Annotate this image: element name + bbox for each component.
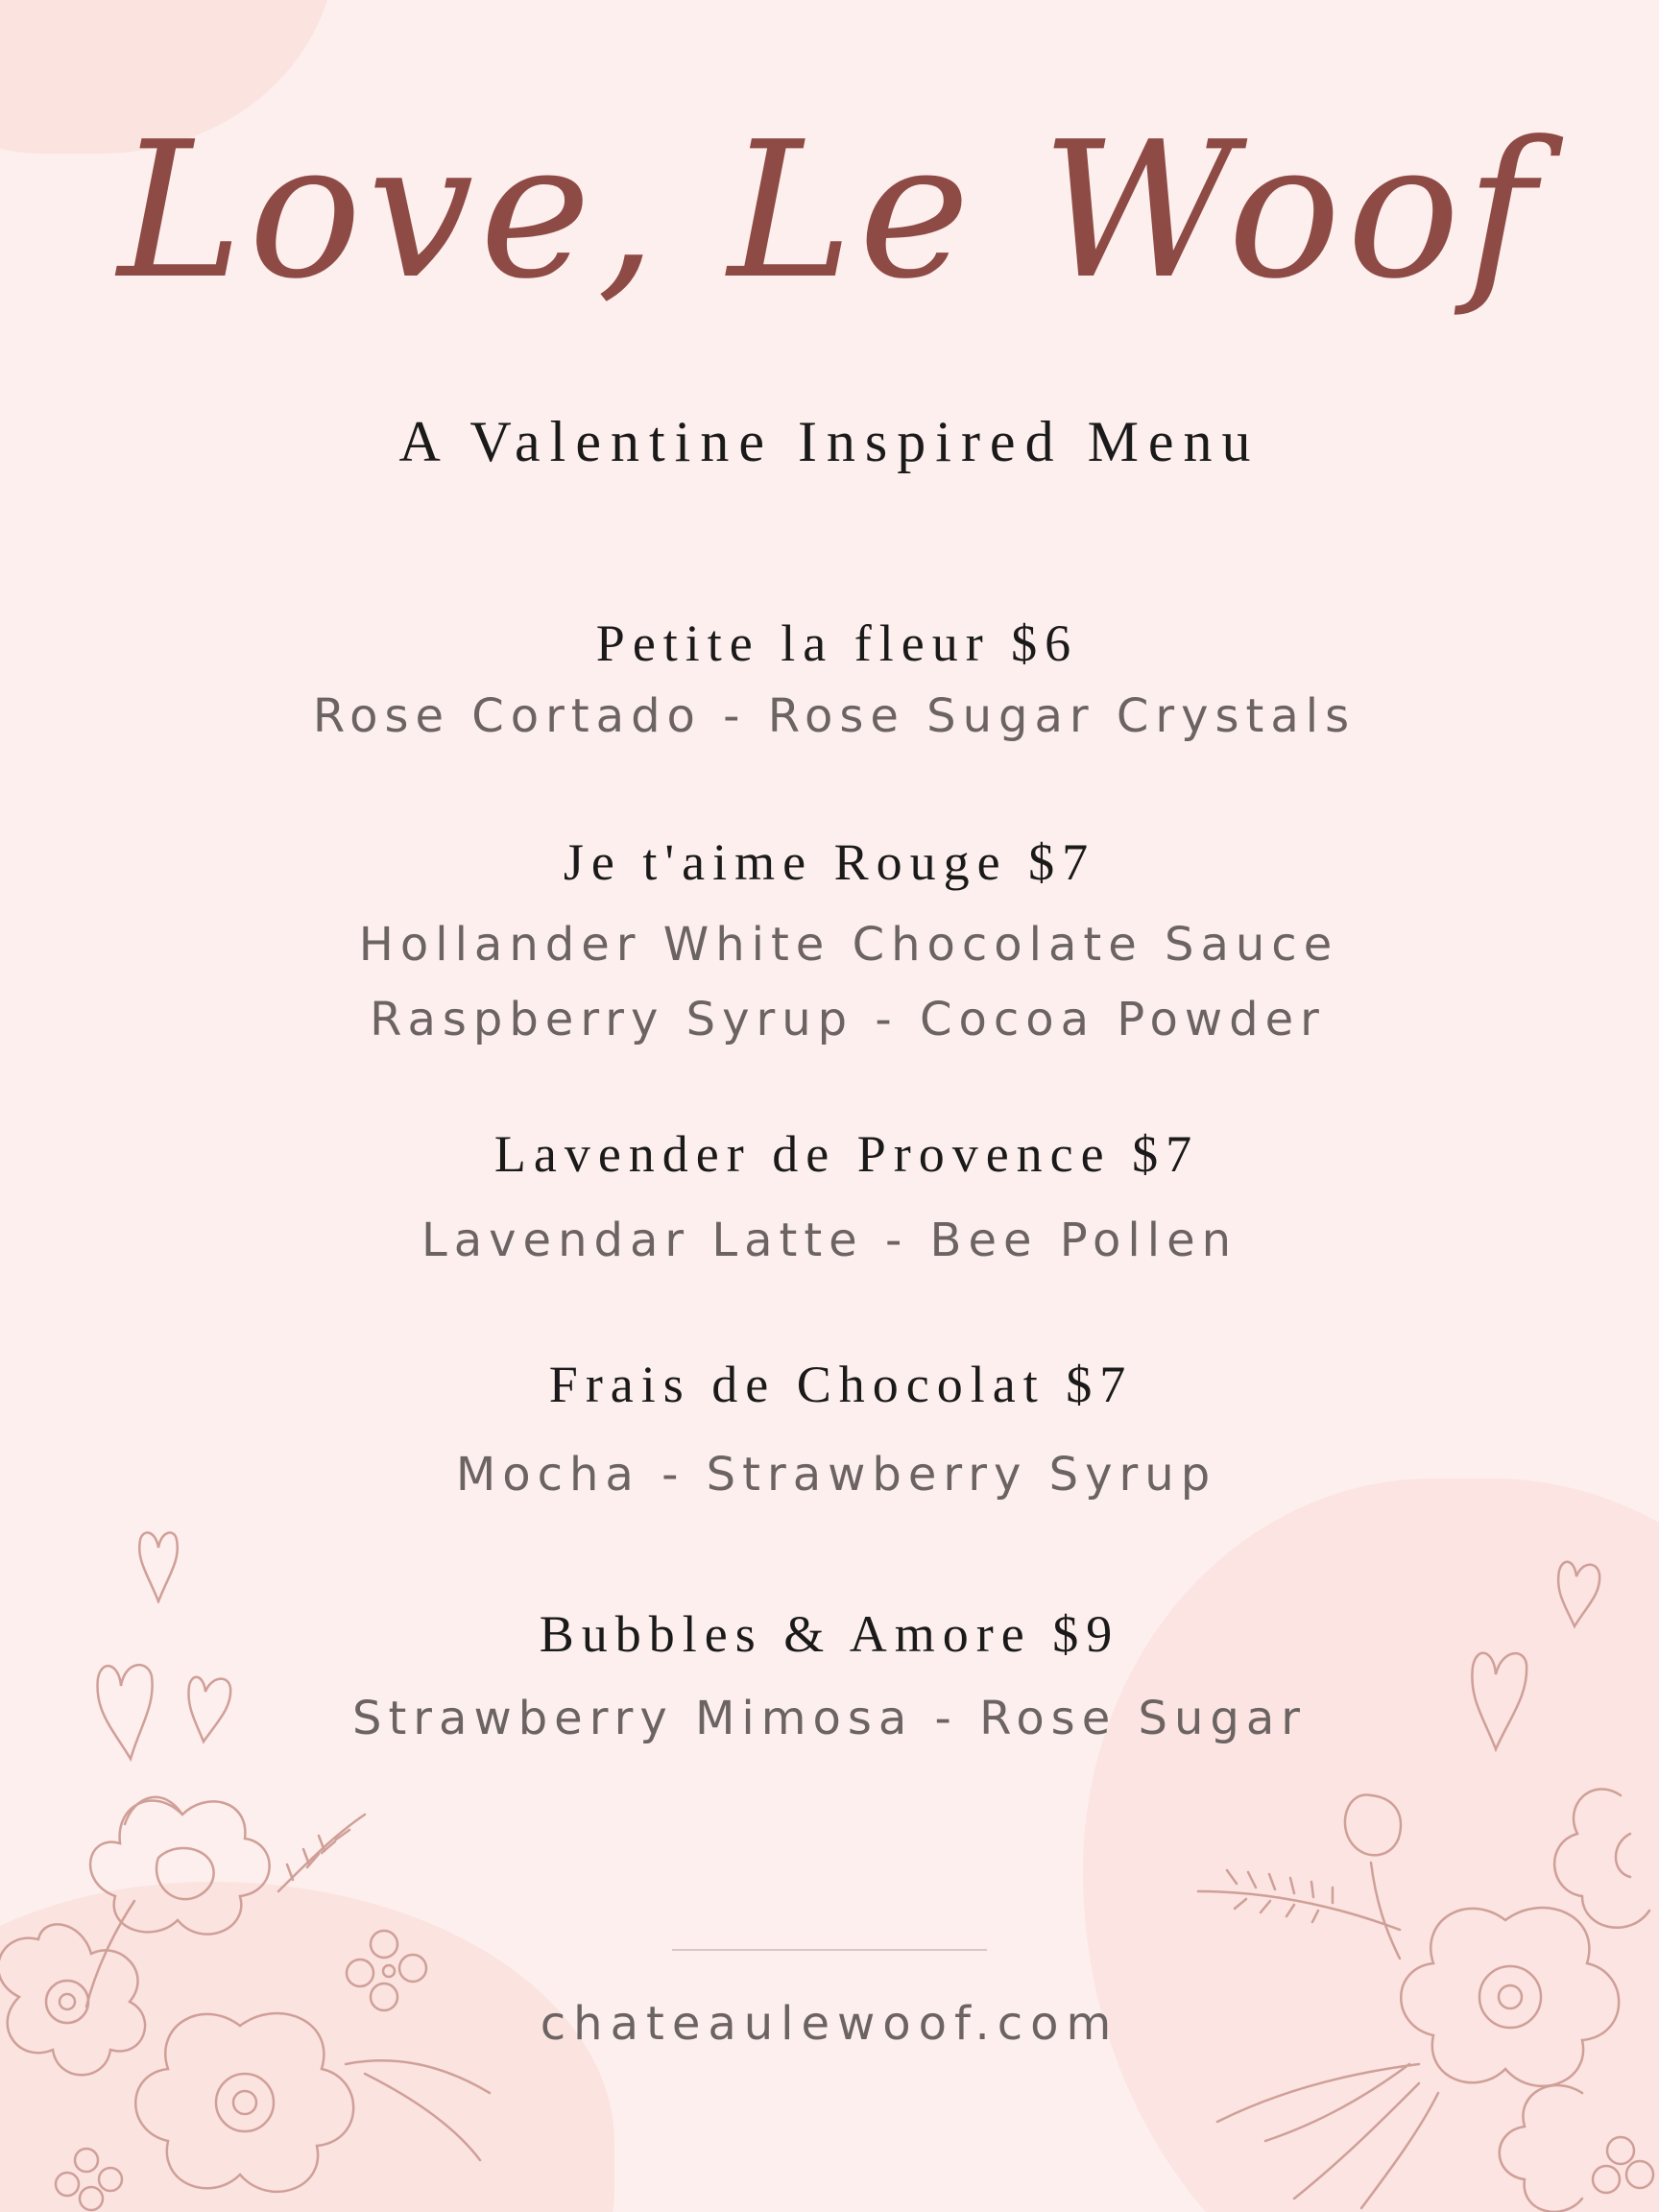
heart-outline-icon [184, 1669, 234, 1745]
heart-outline-icon [1467, 1642, 1530, 1753]
floral-line-art-icon [0, 1776, 499, 2212]
menu-item-name: Lavender de Provence $7 [493, 1125, 1200, 1183]
menu-item-description: Lavendar Latte - Bee Pollen [421, 1214, 1238, 1267]
menu-item-description: Rose Cortado - Rose Sugar Crystals [312, 689, 1357, 743]
menu-item-name: Petite la fleur $6 [595, 614, 1079, 672]
menu-item-description: Mocha - Strawberry Syrup [455, 1448, 1217, 1502]
menu-item-name: Je t'aime Rouge $7 [563, 833, 1096, 891]
heart-outline-icon [134, 1527, 182, 1603]
menu-item-name: Frais de Chocolat $7 [548, 1356, 1134, 1413]
menu-item-name: Bubbles & Amore $9 [539, 1605, 1120, 1663]
menu-item-description: Hollander White Chocolate Sauce [358, 918, 1339, 972]
menu-title: Love, Le Woof [117, 102, 1542, 321]
menu-item-description: Raspberry Syrup - Cocoa Powder [370, 993, 1326, 1046]
menu-item-description: Strawberry Mimosa - Rose Sugar [352, 1692, 1307, 1745]
heart-outline-icon [1553, 1553, 1603, 1630]
footer-divider [672, 1949, 987, 1951]
menu-subtitle: A Valentine Inspired Menu [398, 410, 1261, 473]
website-link[interactable]: chateaulewoof.com [540, 1997, 1119, 2051]
floral-line-art-icon [1179, 1776, 1659, 2212]
heart-outline-icon [92, 1657, 157, 1763]
